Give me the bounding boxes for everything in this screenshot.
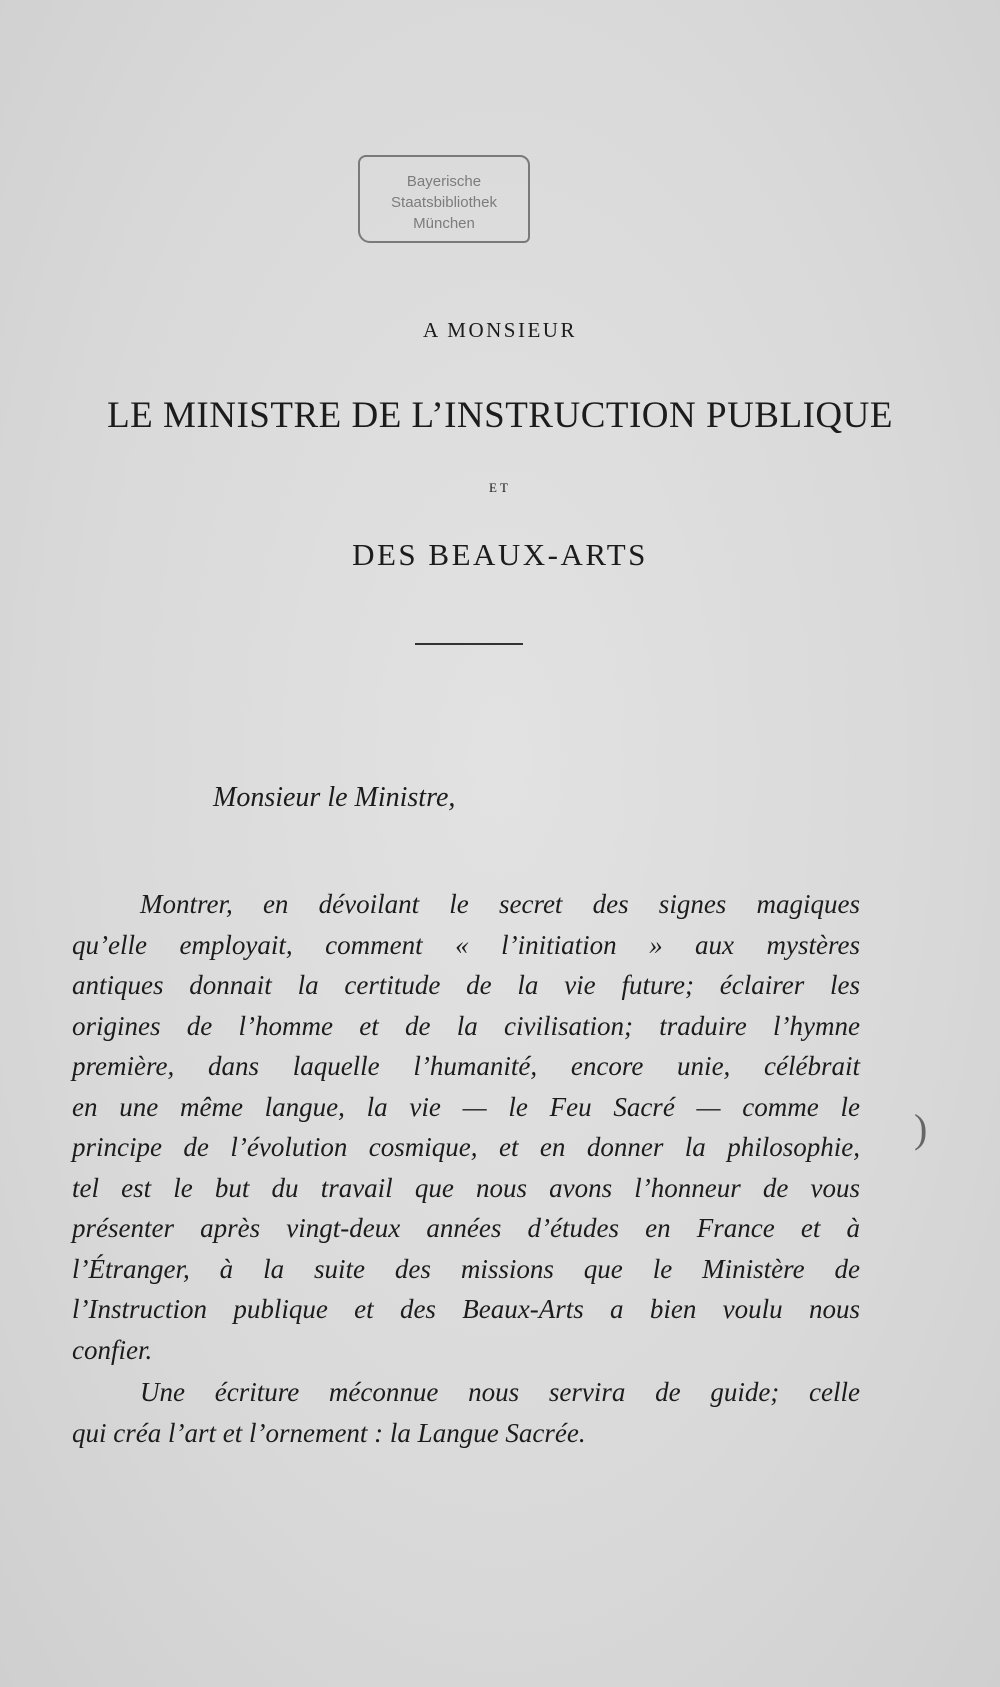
paragraph-line: Une écriture méconnue nous servira de guide; celle xyxy=(140,1377,860,1407)
dedication-minister: LE MINISTRE DE L’INSTRUCTION PUBLIQUE xyxy=(107,395,893,436)
paragraph-line: Montrer, en dévoilant le secret des signes magiques xyxy=(140,889,860,919)
paragraph-line: en une même langue, la vie — le Feu Sacré — comme le xyxy=(72,1091,860,1122)
dedication-arts: DES BEAUX-ARTS xyxy=(352,537,648,572)
paragraph-2 xyxy=(72,1372,860,1453)
salutation: Monsieur le Ministre, xyxy=(213,782,456,813)
paragraph-line: l’Étranger, à la suite des missions que le Ministère de xyxy=(72,1253,860,1284)
paragraph-line: qui créa l’art et l’ornement : la Langue Sacrée. xyxy=(72,1417,586,1448)
stamp-line-1: Bayerische xyxy=(406,173,482,190)
library-stamp xyxy=(358,155,530,243)
paragraph-1 xyxy=(72,884,860,1370)
dedication-conjunction: ET xyxy=(489,480,511,495)
paragraph-line: présenter après vingt-deux années d’études en France et à xyxy=(72,1213,860,1243)
stamp-line-3: München xyxy=(413,215,475,232)
stamp-line-2: Staatsbibliothek xyxy=(391,194,497,211)
paragraph-line: origines de l’homme et de la civilisation; traduire l’hymne xyxy=(72,1010,860,1041)
paragraph-line: qu’elle employait, comment « l’initiation » aux mystères xyxy=(72,929,860,960)
margin-mark: ) xyxy=(914,1106,928,1151)
paragraph-line: confier. xyxy=(72,1334,153,1365)
paragraph-line: tel est le but du travail que nous avons l’honneur de vous xyxy=(72,1172,860,1203)
paragraph-line: l’Instruction publique et des Beaux-Arts a bien voulu nous xyxy=(72,1294,860,1324)
paragraph-line: première, dans laquelle l’humanité, encore unie, célébrait xyxy=(72,1051,860,1081)
paragraph-line: principe de l’évolution cosmique, et en donner la philosophie, xyxy=(72,1132,860,1162)
paragraph-line: antiques donnait la certitude de la vie future; éclairer les xyxy=(72,970,860,1000)
divider-rule xyxy=(415,643,523,645)
dedication-to: A MONSIEUR xyxy=(423,318,577,342)
